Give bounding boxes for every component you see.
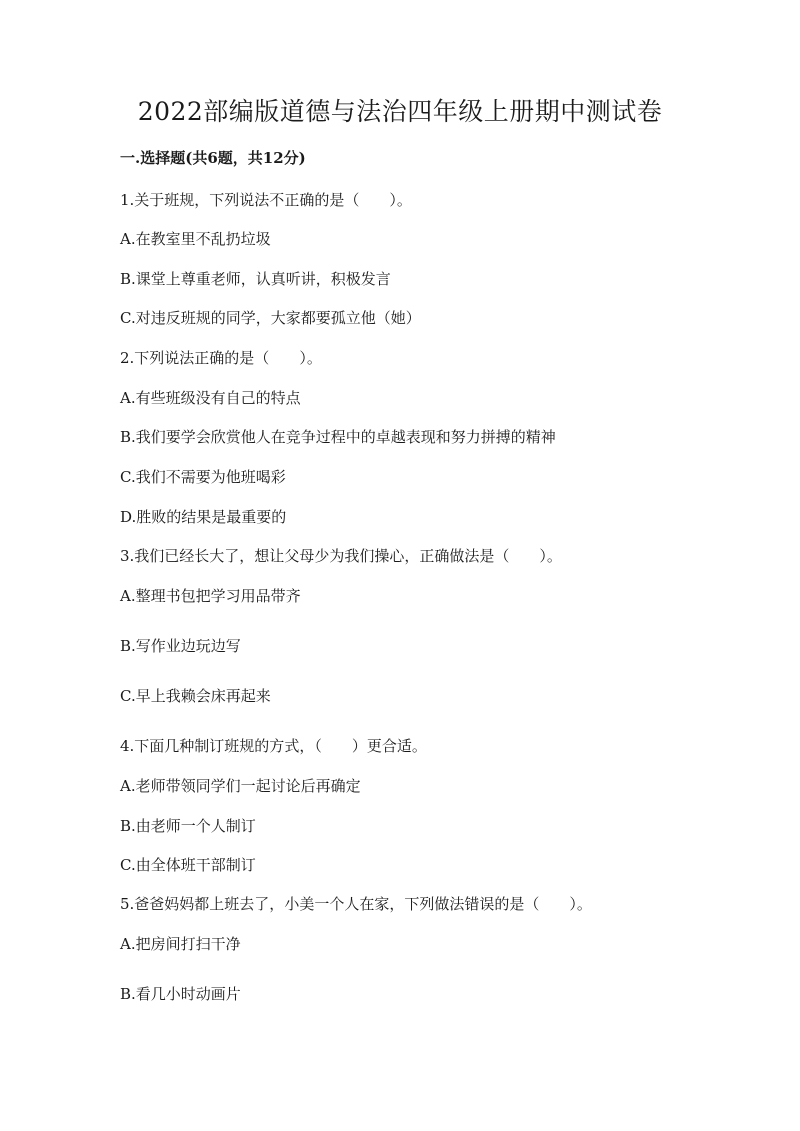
question-3-option-b: B.写作业边玩边写 — [120, 637, 241, 655]
question-1-option-a: A.在教室里不乱扔垃圾 — [120, 230, 271, 248]
question-5-option-a: A.把房间打扫干净 — [120, 935, 241, 953]
question-1-option-b: B.课堂上尊重老师，认真听讲，积极发言 — [120, 270, 391, 288]
question-2-stem: 2.下列说法正确的是（ ）。 — [120, 349, 322, 367]
question-1-stem: 1.关于班规，下列说法不正确的是（ ）。 — [120, 191, 412, 209]
question-5-option-b: B.看几小时动画片 — [120, 985, 241, 1003]
document-title: 2022部编版道德与法治四年级上册期中测试卷 — [137, 97, 663, 126]
question-4-stem: 4.下面几种制订班规的方式，（ ）更合适。 — [120, 737, 427, 755]
question-4-option-a: A.老师带领同学们一起讨论后再确定 — [120, 777, 361, 795]
question-3-option-a: A.整理书包把学习用品带齐 — [120, 587, 301, 605]
question-3-option-c: C.早上我赖会床再起来 — [120, 687, 271, 705]
question-1-option-c: C.对违反班规的同学，大家都要孤立他（她） — [120, 309, 421, 327]
question-2-option-a: A.有些班级没有自己的特点 — [120, 389, 301, 407]
question-2-option-c: C.我们不需要为他班喝彩 — [120, 468, 286, 486]
question-5-stem: 5.爸爸妈妈都上班去了，小美一个人在家，下列做法错误的是（ ）。 — [120, 895, 592, 913]
question-2-option-d: D.胜败的结果是最重要的 — [120, 508, 287, 526]
section-heading: 一.选择题(共6题，共12分) — [120, 149, 306, 167]
question-2-option-b: B.我们要学会欣赏他人在竞争过程中的卓越表现和努力拼搏的精神 — [120, 428, 556, 446]
question-4-option-b: B.由老师一个人制订 — [120, 817, 256, 835]
question-4-option-c: C.由全体班干部制订 — [120, 856, 256, 874]
question-3-stem: 3.我们已经长大了，想让父母少为我们操心，正确做法是（ ）。 — [120, 547, 562, 565]
